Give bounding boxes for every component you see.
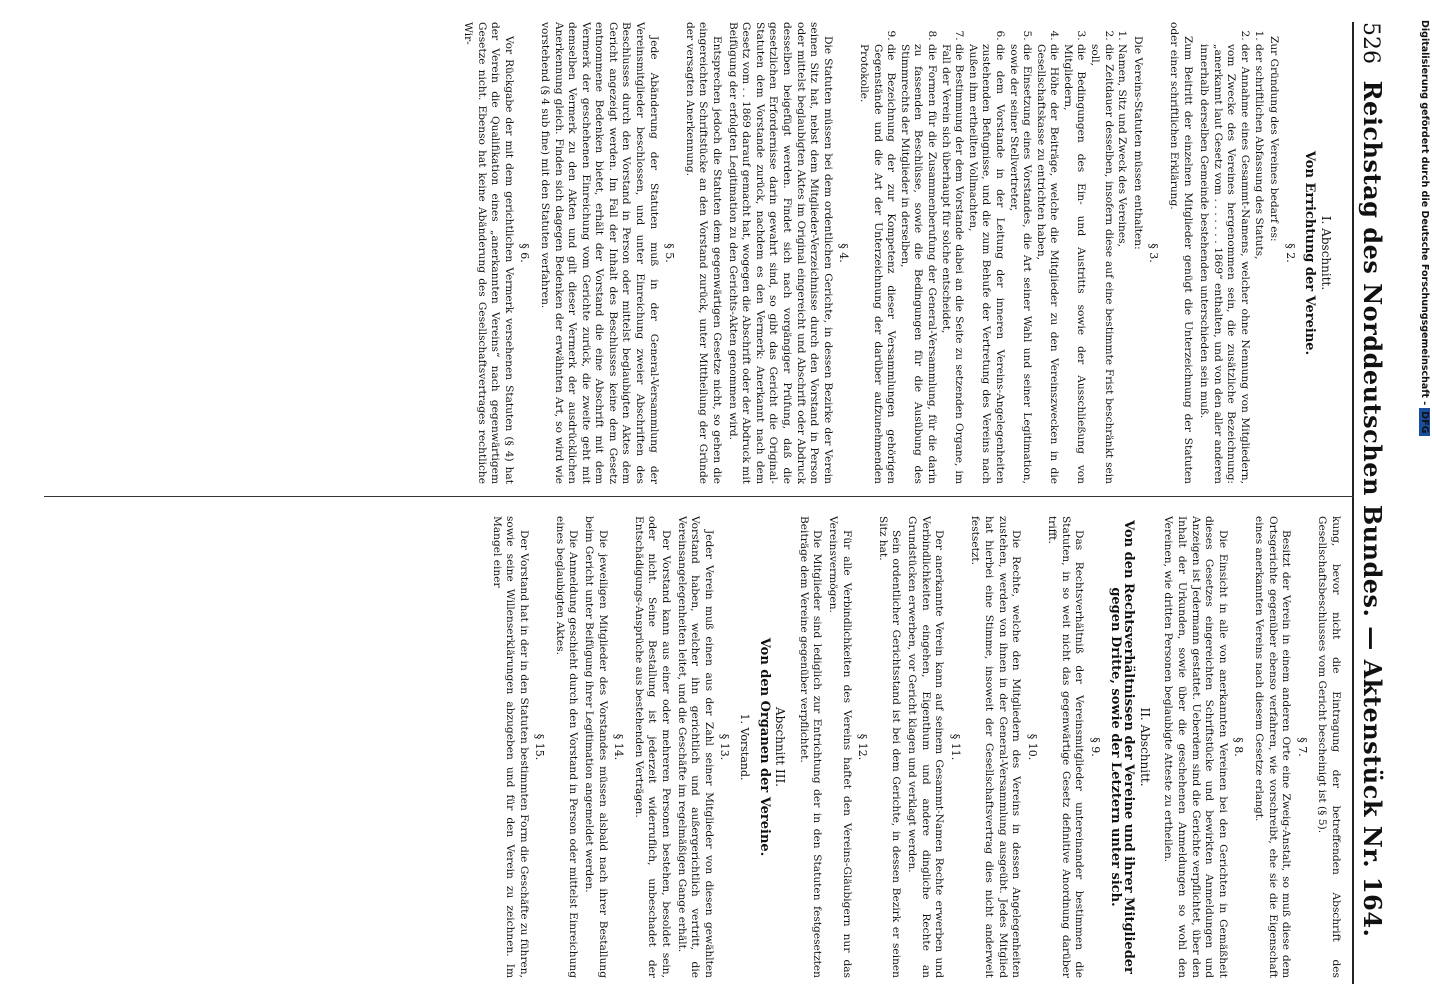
paragraph-text: Besitzt der Verein in einem anderen Orte eine Zweig-Anstalt, so muß diese dem Ortsgerichte gegenüber ebenso verfahren, wie vorschreibt, ehe sie die Eigenschaft eines anerkannten Vereins nach diesem Gesetze erlangt. — [1253, 516, 1293, 978]
list-item: 3. die Bedingungen des Ein- und Austritts sowie der Ausschließung von Mitgliedern, — [1060, 44, 1087, 484]
digitization-note — [1416, 20, 1428, 980]
paragraph-text: Der Vorstand kann aus einer oder mehreren Personen bestehen, besoldet sein, oder nicht. Seine Bestallung ist jederzeit widerruflich, unbeschadet der Entschädigungs-Ansprüche aus bestehenden Verträgen. — [632, 516, 673, 978]
paragraph-text: Zum Beitritt der einzelnen Mitglieder genügt die Unterzeichnung der Statuten oder einer schriftlichen Erklärung. — [1168, 22, 1194, 484]
list-item: 5. die Einsetzung eines Vorstandes, die Art seiner Wahl und seiner Legitimation, sowie der seiner Stellvertreter, — [1006, 44, 1033, 484]
digitization-text: Digitalisierung gefördert durch die Deutsche Forschungsgemeinschaft - — [1419, 20, 1430, 406]
paragraph-text: Der anerkannte Verein kann auf seinem Gesammt-Namen Rechte erwerben und Verbindlichkeiten eingehen, Eigenthum und andere dingliche Rechte an Grundstücken erwerben, vor Gericht klagen und verklagt werden. — [905, 516, 946, 978]
section-heading: I. Abschnitt. — [1319, 215, 1333, 291]
paragraph-heading: § 6. — [518, 243, 532, 263]
paragraph-text: Für alle Verbindlichkeiten des Vereins haftet den Vereins-Gläubigern nur das Vereinsvermögen. — [827, 516, 853, 978]
running-head: Reichstag des Norddeutschen Bundes. — Aktenstück Nr. 164. — [1358, 80, 1387, 938]
statute-contents-list — [856, 22, 1128, 484]
paragraph-heading: § 13. — [718, 733, 732, 761]
paragraph-text: Jeder Verein muß einen aus der Zahl seiner Mitglieder von diesen gewählten Vorstand haben, welcher ihn gerichtlich und außergerichtlich vertritt, die Vereinsangelegenheiten leitet, und die Geschäfte im regelmäßigen Gange erhält. — [675, 516, 715, 978]
paragraph-heading: § 14. — [612, 733, 626, 761]
list-item: 4. die Höhe der Beiträge, welche die Mitglieder zu den Vereinszwecken in die Gesellschaftskasse zu entrichten haben, — [1033, 44, 1060, 484]
paragraph-heading: § 2. — [1283, 243, 1297, 263]
paragraph-text: Der Vorstand hat in der in den Statuten bestimmten Form die Geschäfte zu führen, sowie seine Willenserklärungen abzugeben und für den Verein zu zeichnen. Im Mangel einer — [490, 516, 530, 978]
paragraph-text: Die Einsicht in alle von anerkannten Vereinen bei den Gerichten in Gemäßheit dieses Gesetzes eingereichten Schriftstücke und bewirkten Anmeldungen und Anzeigen ist Jedermann gestattet. Ueberdem sind die Gerichte verpflichtet, über den Inhalt der Urkunden, sowie über die geschehenen Anmeldungen so wohl den Vereinen, wie dritten Personen beglaubigte Atteste zu ertheilen. — [1162, 516, 1229, 978]
list-item: 1. Namen, Sitz und Zweck des Vereines, — [1115, 44, 1129, 484]
paragraph-heading: § 8. — [1232, 737, 1246, 757]
paragraph-text: Die jeweiligen Mitglieder des Vorstandes müssen alsbald nach ihrer Bestallung beim Gericht unter Beifügung ihrer Legitimation angemeldet werden. — [583, 516, 609, 978]
section-heading: Abschnitt III. — [773, 706, 788, 787]
list-item: 9. die Bezeichnung der zur Kompetenz dieser Versammlungen gehörigen Gegenstände und die Art der Unterzeichnung der darüber aufzunehmenden Protokolle. — [856, 44, 897, 484]
section-heading: II. Abschnitt. — [1137, 707, 1152, 787]
paragraph-text: Vor Rückgabe der mit dem gerichtlichen Vermerk versehenen Statuten (§ 4) hat der Verein die Qualifikation eines „anerkannten Vereins“ nach gegenwärtigem Gesetze nicht. Ebenso hat keine Abänderung des Gesellschaftsvertrages rechtliche Wir- — [461, 22, 515, 484]
paragraph-text: kung, bevor nicht die Eintragung der betreffenden Abschrift des Gesellschaftsbeschlusses vom Gericht bescheinigt ist (§ 5). — [1316, 516, 1342, 978]
paragraph-text: Die Rechte, welche den Mitgliedern des Vereins in dessen Angelegenheiten zustehen, werden von ihnen in der General-Versammlung ausgeübt. Jedes Mitglied hat hierbei eine Stimme, insoweit der Gesellschaftsvertrag dies nicht anderweit festsetzt. — [969, 516, 1023, 978]
paragraph-text: Zur Gründung des Vereines bedarf es: — [1268, 36, 1281, 242]
page-number: 526 — [1358, 22, 1383, 64]
paragraph-heading: § 7. — [1295, 737, 1309, 757]
paragraph-heading: § 11. — [948, 733, 962, 761]
paragraph-text: Die Statuten müssen bei dem ordentlichen Gerichte, in dessen Bezirke der Verein seinen Sitz hat, nebst dem Mitglieder-Verzeichnisse durch den Vorstand in Person oder mittelst beglaubigten Aktes im Original eingereicht und Abschrift oder Abdruck desselben beigefügt werden. Findet sich nach vorgängiger Prüfung, daß die gesetzlichen Erfordernisse darin gewahrt sind, so gibt das Gericht die Original-Statuten dem Vorstande zurück, nachdem es den Vermerk: Anerkannt nach dem Gesetz vom . . 1869 darauf gemacht hat, wogegen die Abschrift oder der Abdruck mit Beifügung der erfolgten Legitimation zu den Gerichts-Akten genommen wird. — [726, 22, 834, 484]
paragraph-heading: § 5. — [663, 243, 677, 263]
list-item: 1. der schriftlichen Abfassung des Statuts, — [1251, 44, 1265, 484]
digitization-note-text — [1419, 20, 1430, 436]
list-item: 6. die dem Vorstande in der Leitung der inneren Vereins-Angelegenheiten zustehenden Befugnisse, und die zum Behufe der Vertretung des Vereins nach Außen ihm ertheilten Vollmachten, — [965, 44, 1006, 484]
page-header — [1352, 22, 1398, 984]
paragraph-text: Das Rechtsverhältniß der Vereinsmitglieder untereinander bestimmen die Statuten, in so weit nicht das gegenwärtige Gesetz definitive Anordnung darüber trifft. — [1046, 516, 1086, 978]
section-title: Von Errichtung der Vereine. — [1302, 150, 1318, 356]
list-item: 2. die Zeitdauer desselben, insofern diese auf eine bestimmte Frist beschränkt sein soll, — [1088, 44, 1115, 484]
paragraph-text: Sein ordentlicher Gerichtsstand ist bei dem Gerichte, in dessen Bezirk er seinen Sitz hat. — [876, 516, 903, 978]
paragraph-text: Jede Abänderung der Statuten muß in der General-Versammlung der Vereinsmitglieder beschlossen, und unter Einreichung zweier Abschriften des Beschlusses durch den Vorstand in Person oder mittelst beglaubigten Aktes dem Gericht angezeigt werden. Im Fall der Inhalt des Beschlusses keine dem Gesetz entnommene Bedenken bietet, erhält der Vorstand die eine Abschrift mit dem Vermerk der geschehenen Einreichung vom Gerichte zurück, die zweite geht mit demselben Vermerk zu den Akten und gilt dieser Vermerk der ausdrücklichen Anerkennung gleich. Finden sich dagegen Bedenken der erwähnten Art, so wird wie vorstehend (§ 4 sub fine) mit den Statuten verfahren. — [538, 22, 660, 484]
paragraph-heading: § 9. — [1089, 737, 1103, 757]
rotated-page — [28, 0, 1416, 1000]
paragraph-text: Die Vereins-Statuten müssen enthalten: — [1131, 36, 1144, 250]
paragraph-heading: § 3. — [1147, 243, 1161, 263]
column-divider — [44, 496, 1354, 497]
paragraph-text: Die Anmeldung geschieht durch den Vorstand in Person oder mittelst Einreichung eines beglaubigten Aktes. — [553, 516, 580, 978]
paragraph-heading: § 15. — [533, 733, 547, 761]
dfg-badge: DFG — [1419, 408, 1430, 436]
left-column — [52, 22, 1342, 484]
paragraph-text: Die Mitglieder sind lediglich zur Entrichtung der in den Statuten festgesetzten Beiträge dem Vereine gegenüber verpflichtet. — [797, 516, 824, 978]
paragraph-heading: § 10. — [1025, 733, 1039, 761]
section-title: Von den Organen der Vereine. — [756, 637, 772, 857]
right-column — [52, 516, 1342, 978]
list-item: 8. die Formen für die Zusammenberufung der General-Versammlung, für die darin zu fassenden Beschlüsse, sowie die Bedingungen für die Ausübung des Stimmrechts der Mitglieder in derselben, — [897, 44, 938, 484]
section-title: Von den Rechtsverhältnissen der Vereine und ihrer Mitglieder gegen Dritte, sowie der Letztern unter sich. — [1107, 520, 1137, 974]
requirements-list — [1197, 22, 1265, 484]
subsection-heading: 1. Vorstand. — [738, 713, 752, 781]
list-item: 7. die Bestimmung der dem Vorstande dabei an die Seite zu setzenden Organe, im Fall der Verein sich überhaupt für solche entscheidet, — [938, 44, 965, 484]
list-item: 2. der Annahme eines Gesammt-Namens, welcher ohne Nennung von Mitgliedern, vom Zwecke des Vereines hergenommen sein, die zusätzliche Bezeichnung: „anerkannt laut Gesetz vom . . . . . . . 1869“ enthalten, und von den aller anderen innerhalb derselben Gemeinde bestehenden unterschieden sein muß. — [1197, 44, 1251, 484]
paragraph-heading: § 4. — [837, 243, 851, 263]
paragraph-text: Entsprechen jedoch die Statuten dem gegenwärtigen Gesetze nicht, so gehen die eingereichten Schriftstücke an den Vorstand zurück, unter Mittheilung der Gründe der versagten Anerkennung. — [683, 22, 724, 484]
paragraph-heading: § 12. — [856, 733, 870, 761]
